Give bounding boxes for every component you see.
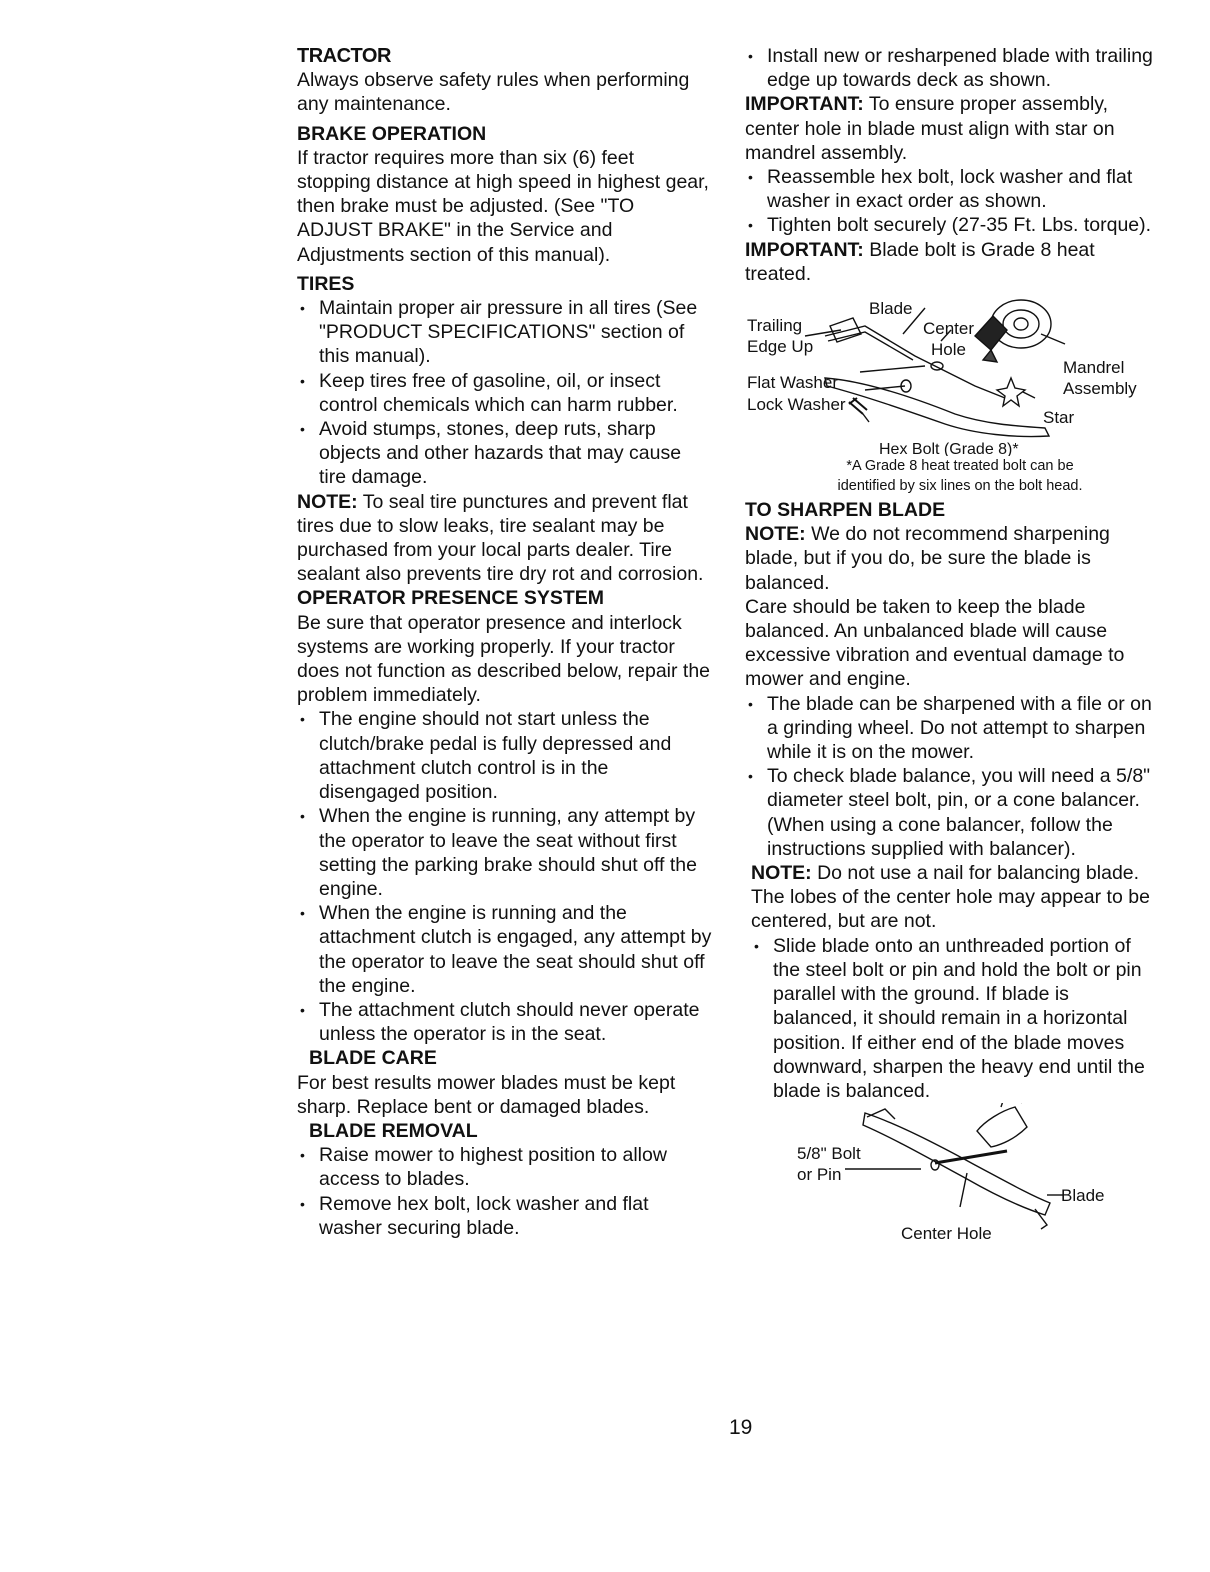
label-assembly: Assembly <box>1063 379 1137 399</box>
label-hole: Hole <box>931 340 966 360</box>
label-lock-washer: Lock Washer <box>747 395 846 415</box>
note-label: NOTE: <box>297 490 358 513</box>
label-mandrel: Mandrel <box>1063 358 1125 378</box>
blade-balance-figure <box>745 1103 1155 1253</box>
hand-shape <box>977 1107 1027 1147</box>
label-flat-washer: Flat Washer <box>747 373 839 393</box>
care-text: For best results mower blades must be kept sharp. Replace bent or damaged blades. <box>297 1071 676 1118</box>
reassemble-list <box>745 165 1155 238</box>
heading-to-sharpen-blade: TO SHARPEN BLADE <box>745 499 946 522</box>
list-item: • Slide blade onto an unthreaded portion of the steel bolt or pin and hold the bolt or pin parallel with the ground. If blade is balanced, it should remain in a horizontal position. If either end of the blade moves downward, sharpen the heavy end until the blade is balanced. <box>751 934 1155 1103</box>
note-label: NOTE: <box>745 523 806 546</box>
label-blade: Blade <box>869 299 913 319</box>
blade-assembly-diagram <box>745 286 1155 456</box>
label-hex-bolt: Hex Bolt (Grade 8)* <box>879 441 1019 457</box>
list-item: • Remove hex bolt, lock washer and flat washer securing blade. <box>297 1192 712 1240</box>
label-center: Center <box>923 319 975 339</box>
label-star: Star <box>1043 408 1075 428</box>
heading-blade-care: BLADE CARE <box>309 1047 437 1070</box>
important-text: To ensure proper assembly, center hole in blade must align with star on mandrel assembly. <box>745 93 1115 164</box>
label-edge-up: Edge Up <box>747 337 814 357</box>
heading-blade-removal: BLADE REMOVAL <box>309 1119 478 1142</box>
list-item: • The attachment clutch should never operate unless the operator is in the seat. <box>297 998 712 1046</box>
blade-shape <box>825 378 1049 437</box>
list-item: • To check blade balance, you will need a 5/8" diameter steel bolt, pin, or a cone balancer. (When using a cone balancer, follow the instructions supplied with balancer). <box>745 764 1155 861</box>
left-column <box>297 44 712 1240</box>
tires-list <box>297 296 712 490</box>
list-item: • The blade can be sharpened with a file or on a grinding wheel. Do not attempt to sharpen while it is on the mower. <box>745 692 1155 765</box>
list-item: • When the engine is running, any attempt by the operator to leave the seat without first setting the parking brake should shut off the engine. <box>297 804 712 901</box>
balance-list <box>745 934 1155 1103</box>
note-text: To seal tire punctures and prevent flat tires due to slow leaks, tire sealant may be purchased from your local parts dealer. Tire sealant also prevents tire dry rot and corrosion. <box>297 490 704 586</box>
list-item: • Maintain proper air pressure in all tires (See "PRODUCT SPECIFICATIONS" section of this manual). <box>297 296 712 369</box>
ops-text: Be sure that operator presence and interlock systems are working properly. If your tractor does not function as described below, repair the problem immediately. <box>297 611 711 707</box>
note-text: Do not use a nail for balancing blade. The lobes of the center hole may appear to be centered, but are not. <box>751 862 1150 933</box>
brake-text: If tractor requires more than six (6) feet stopping distance at high speed in highest gear, then brake must be adjusted. (See "TO ADJUST BRAKE" in the Service and Adjustments section of this manual). <box>297 146 709 266</box>
label-center-hole: Center Hole <box>901 1224 992 1244</box>
tires-note <box>297 490 712 587</box>
section-title-tractor: TRACTOR <box>297 45 391 67</box>
list-item: • Avoid stumps, stones, deep ruts, sharp objects and other hazards that may cause tire damage. <box>297 417 712 490</box>
note-label: NOTE: <box>751 862 812 885</box>
balance-note <box>745 861 1155 934</box>
list-item: • The engine should not start unless the clutch/brake pedal is fully depressed and attachment clutch control is in the disengaged position. <box>297 707 712 804</box>
heading-operator-presence: OPERATOR PRESENCE SYSTEM <box>297 587 605 610</box>
figure-caption-line2: identified by six lines on the bolt head. <box>837 478 1083 495</box>
blade-balance-diagram <box>745 1103 1155 1253</box>
bolt-pin-shape <box>935 1151 1007 1163</box>
important-label: IMPORTANT: <box>745 93 864 116</box>
list-item: • When the engine is running and the attachment clutch is engaged, any attempt by the operator to leave the seat should shut off the engine. <box>297 901 712 998</box>
important-text: Blade bolt is Grade 8 heat treated. <box>745 238 1095 285</box>
blade-assembly-figure <box>745 286 1155 496</box>
important-bolt-grade <box>745 238 1155 286</box>
heading-brake-operation: BRAKE OPERATION <box>297 122 487 145</box>
removal-list <box>297 1143 712 1240</box>
list-item: • Keep tires free of gasoline, oil, or insect control chemicals which can harm rubber. <box>297 369 712 417</box>
blade-shape <box>863 1113 1050 1215</box>
heading-tires: TIRES <box>297 272 355 295</box>
page-number: 19 <box>729 1416 753 1439</box>
sharpen-note <box>745 522 1155 595</box>
star-shape <box>997 378 1025 406</box>
sharpen-list <box>745 692 1155 861</box>
hex-bolt-shape <box>849 398 867 414</box>
important-assembly <box>745 92 1155 165</box>
list-item: • Reassemble hex bolt, lock washer and flat washer in exact order as shown. <box>745 165 1155 213</box>
install-list <box>745 44 1155 92</box>
right-column <box>745 44 1155 1253</box>
label-blade: Blade <box>1061 1186 1105 1206</box>
list-item: • Raise mower to highest position to allow access to blades. <box>297 1143 712 1191</box>
figure-caption-line1: *A Grade 8 heat treated bolt can be <box>846 458 1074 475</box>
label-bolt: 5/8" Bolt <box>797 1144 861 1164</box>
label-or-pin: or Pin <box>797 1165 842 1185</box>
ops-list <box>297 707 712 1046</box>
important-label: IMPORTANT: <box>745 238 864 261</box>
sharpen-text: Care should be taken to keep the blade balanced. An unbalanced blade will cause excessive vibration and eventual damage to mower and engine. <box>745 595 1125 691</box>
flat-washer-shape <box>931 362 943 370</box>
list-item: • Tighten bolt securely (27-35 Ft. Lbs. torque). <box>745 213 1155 237</box>
trailing-edge-shape <box>830 318 861 342</box>
intro-text: Always observe safety rules when performing any maintenance. <box>297 69 690 116</box>
note-text: We do not recommend sharpening blade, but if you do, be sure the blade is balanced. <box>745 523 1110 594</box>
mandrel-spindle <box>975 316 1007 350</box>
label-trailing: Trailing <box>747 316 803 336</box>
list-item: • Install new or resharpened blade with trailing edge up towards deck as shown. <box>745 44 1155 92</box>
